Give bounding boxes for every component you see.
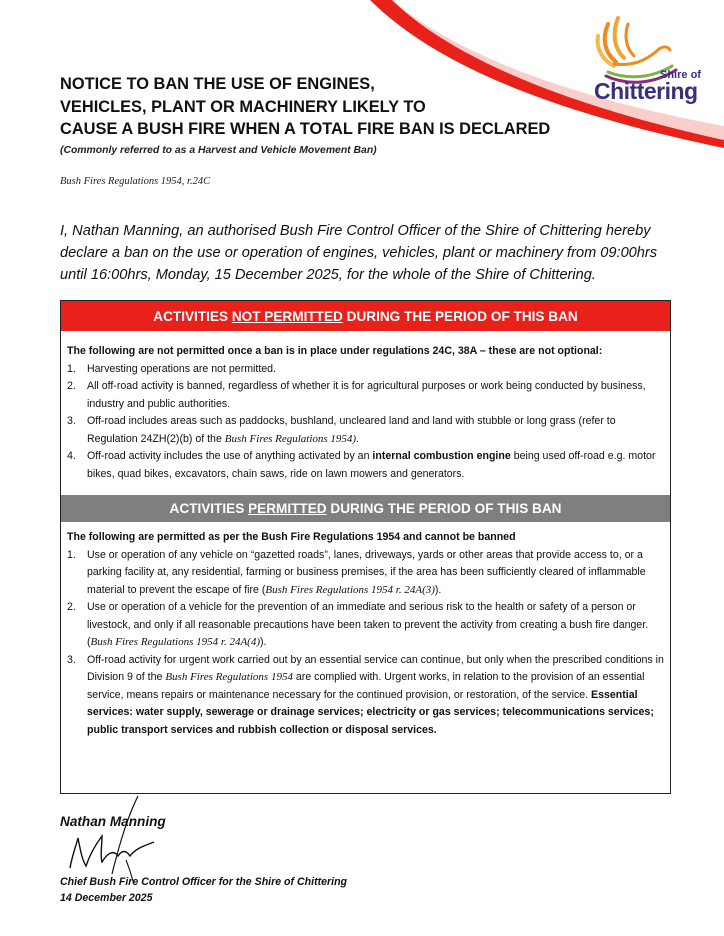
item-text: Use or operation of a vehicle for the prevention of an immediate and serious risk to the health or safety of a person or livestock, and only if all reasonable precautions have been taken to prevent the activity from creating a bush fire danger. ( [87, 601, 649, 648]
permitted-section [67, 529, 664, 739]
item-text: Off-road includes areas such as paddocks, bushland, uncleared land and land with stubble or long grass (refer to Regulation 24ZH(2)(b) of the [87, 415, 616, 445]
item-text-end: ). [434, 583, 442, 596]
heading-emphasis: PERMITTED [248, 501, 327, 516]
item-number: 3. [67, 653, 76, 666]
heading-post: DURING THE PERIOD OF THIS BAN [342, 309, 578, 324]
item-citation: Bush Fires Regulations 1954 [165, 671, 293, 683]
permitted-list [67, 547, 664, 740]
heading-post: DURING THE PERIOD OF THIS BAN [326, 501, 562, 516]
item-citation: Bush Fires Regulations 1954 r. 24A(4) [90, 636, 260, 648]
not-permitted-heading [61, 301, 670, 331]
heading-pre: ACTIVITIES [153, 309, 232, 324]
item-number: 1. [67, 548, 76, 561]
not-permitted-lead: The following are not permitted once a ban is in place under regulations 24C, 38A – these are not optional: [67, 345, 603, 357]
notice-title [60, 73, 600, 141]
list-item [67, 599, 664, 652]
signatory-details [60, 874, 347, 906]
item-text-cont: are complied with. Urgent works, in relation to the provision of an essential service, means repairs or maintenance necessary for the continued provision, or restoration, of the service. [87, 671, 645, 701]
item-text-end: ). [260, 636, 267, 648]
logo-chittering-text: Chittering [594, 78, 698, 104]
activities-box [60, 300, 671, 794]
permitted-lead: The following are permitted as per the Bush Fire Regulations 1954 and cannot be banned [67, 531, 516, 543]
signature-date: 14 December 2025 [60, 892, 153, 904]
item-number: 1. [67, 362, 76, 375]
item-citation: Bush Fires Regulations 1954 r. 24A(3) [265, 583, 435, 596]
item-text: Use or operation of any vehicle on “gazetted roads”, lanes, driveways, yards or other areas that provide access to, or a parking facility at, any residential, farming or business premises, if the area has been sufficiently cleared of inflammable material to prevent the escape of fire ( [87, 548, 646, 596]
item-text: Off-road activity includes the use of anything activated by an [87, 450, 373, 462]
title-line-1: NOTICE TO BAN THE USE OF ENGINES, [60, 75, 375, 93]
handwritten-signature-icon [56, 790, 166, 886]
heading-pre: ACTIVITIES [169, 501, 249, 516]
title-line-2: VEHICLES, PLANT OR MACHINERY LIKELY TO [60, 97, 426, 116]
title-line-3: CAUSE A BUSH FIRE WHEN A TOTAL FIRE BAN IS DECLARED [60, 120, 551, 138]
list-item [67, 652, 664, 740]
list-item [67, 413, 664, 448]
list-item [67, 378, 664, 413]
heading-emphasis: NOT PERMITTED [231, 309, 343, 324]
item-text: Harvesting operations are not permitted. [87, 362, 277, 375]
notice-subtitle: (Commonly referred to as a Harvest and Vehicle Movement Ban) [60, 145, 377, 156]
declaration-paragraph: I, Nathan Manning, an authorised Bush Fire Control Officer of the Shire of Chittering hereby declare a ban on the use or operation of engines, vehicles, plant or machinery from 09:00hrs until 16:00hrs, Monday, 15 December 2025, for the whole of the Shire of Chittering. [60, 223, 658, 283]
item-text: Off-road activity for urgent work carried out by an essential service can continue, but only when the prescribed conditions in Division 9 of the [87, 653, 664, 683]
list-item [67, 361, 664, 379]
item-emphasis: internal combustion engine [372, 450, 511, 462]
list-item [67, 547, 664, 600]
not-permitted-list [67, 361, 664, 484]
item-text-cont: being used off-road e.g. motor bikes, quad bikes, excavators, chain saws, ride on lawn mowers and generators. [87, 450, 656, 480]
logo-shire-of-text: Shire of [660, 69, 701, 81]
item-number: 4. [67, 450, 76, 462]
signatory-title: Chief Bush Fire Control Officer for the Shire of Chittering [60, 876, 348, 888]
permitted-heading [61, 495, 670, 522]
not-permitted-section [67, 343, 664, 483]
regulation-reference: Bush Fires Regulations 1954, r.24C [60, 176, 211, 187]
list-item [67, 448, 664, 483]
item-citation: Bush Fires Regulations 1954). [224, 432, 359, 445]
item-number: 2. [67, 380, 76, 392]
signatory-name: Nathan Manning [60, 814, 166, 829]
item-text: All off-road activity is banned, regardless of whether it is for agricultural purposes or work being conducted by business, industry and public authorities. [87, 380, 646, 410]
item-emphasis: Essential services: water supply, sewerage or drainage services; electricity or gas services; telecommunications services; public transport services and rubbish collection or disposal services. [87, 688, 654, 736]
item-number: 2. [67, 601, 76, 613]
item-number: 3. [67, 415, 76, 427]
